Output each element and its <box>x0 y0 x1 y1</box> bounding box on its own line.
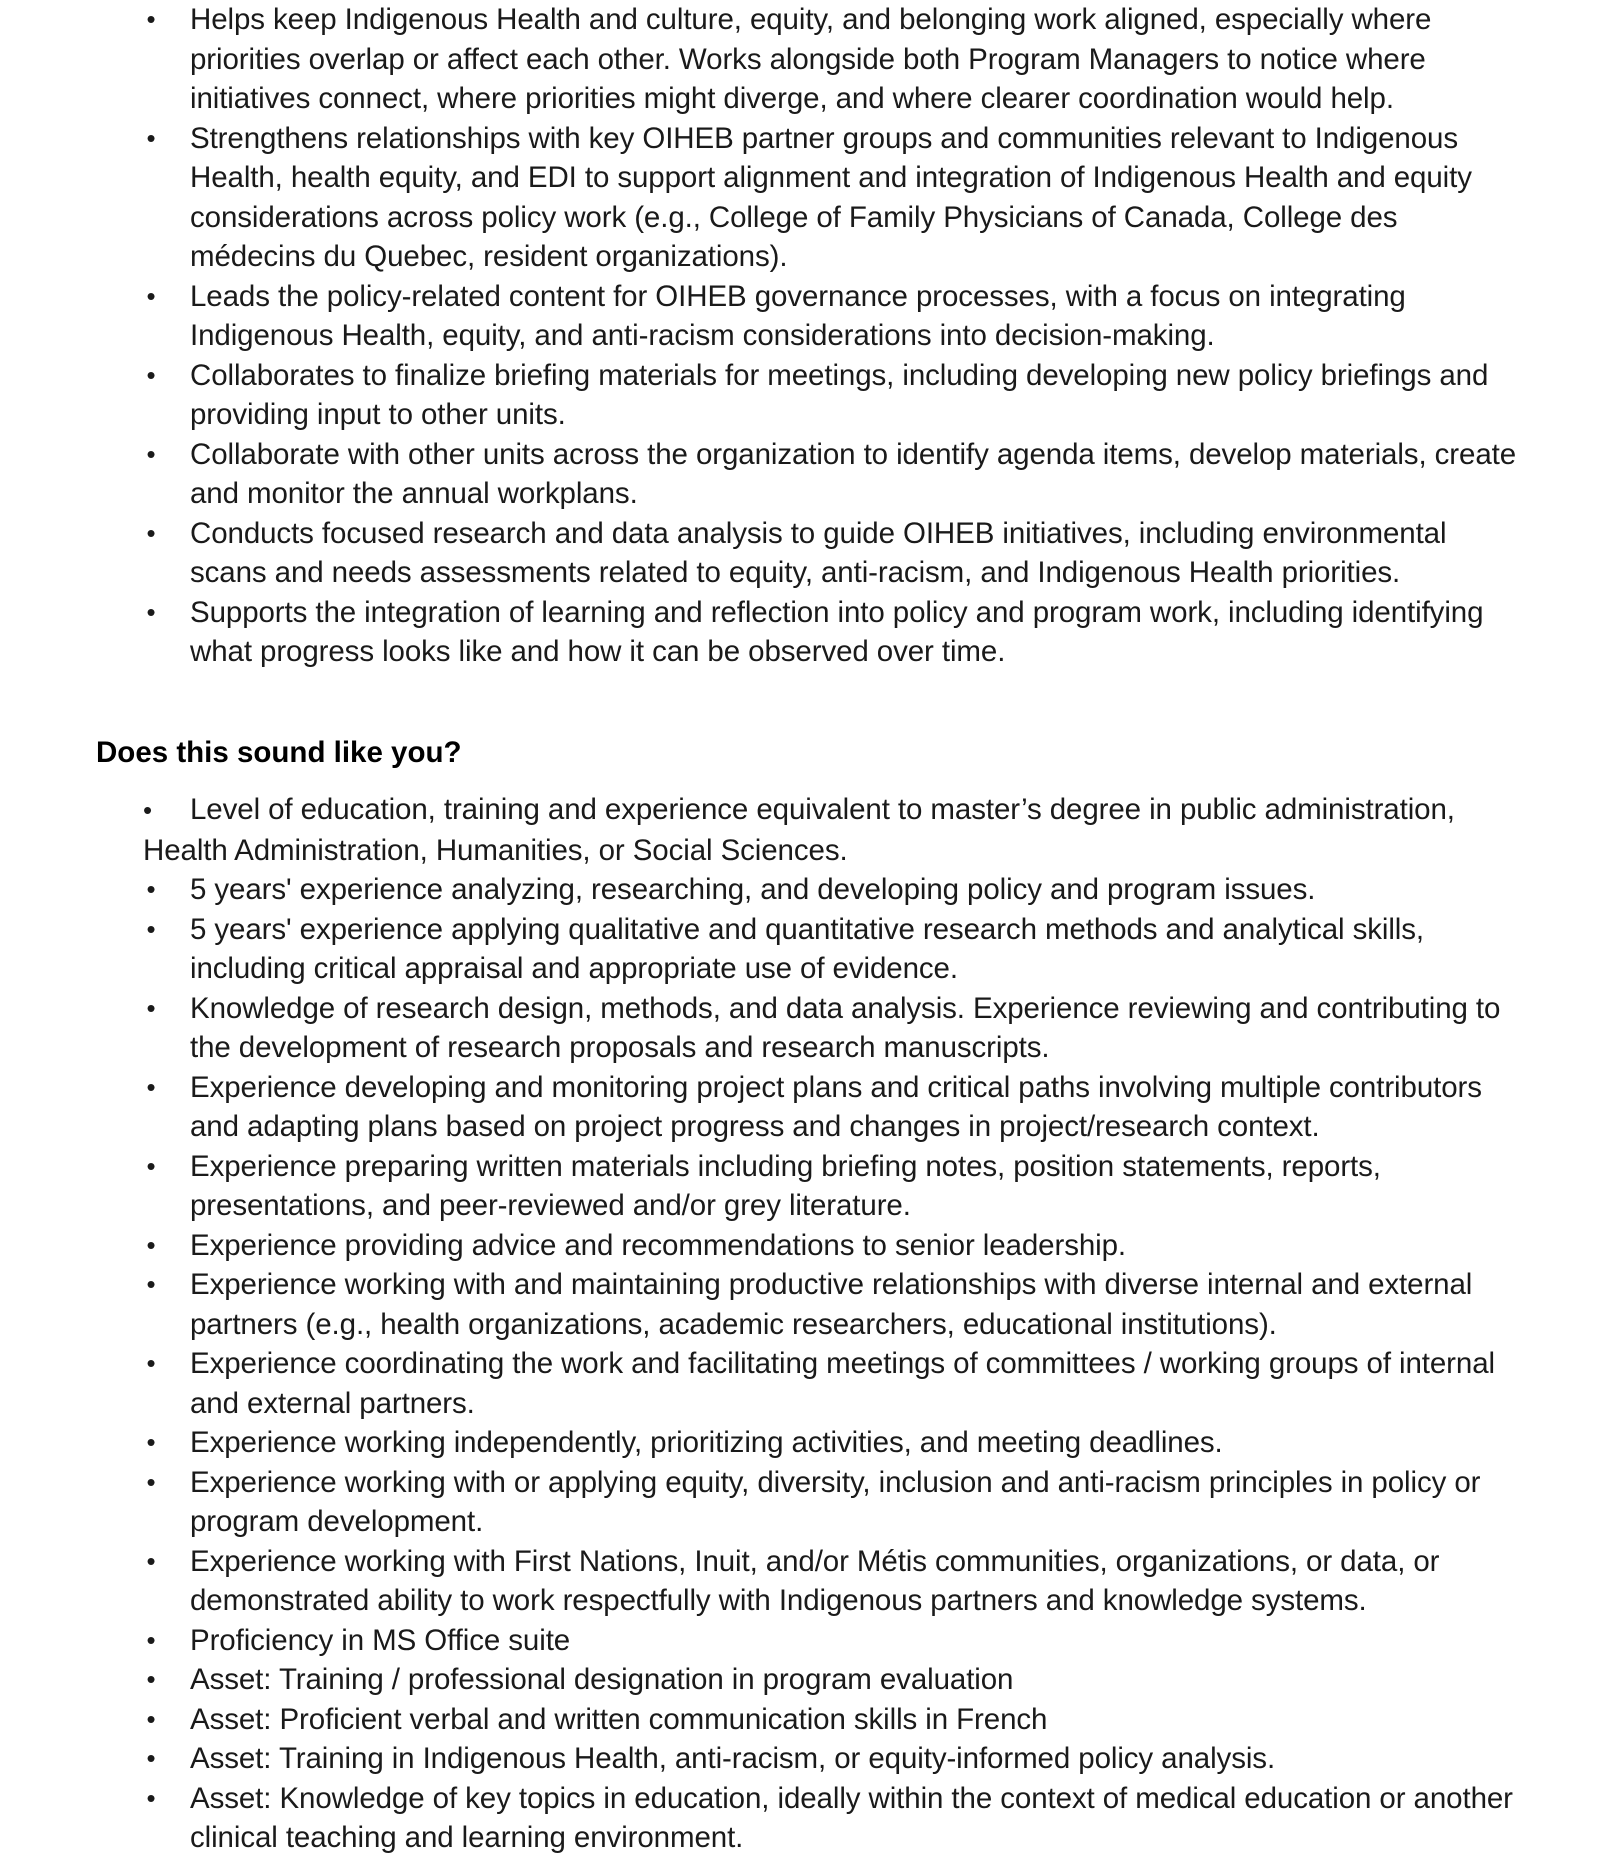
list-item <box>0 1147 1600 1226</box>
list-item <box>0 1542 1600 1621</box>
list-item-text: Helps keep Indigenous Health and culture, equity, and belonging work aligned, especially where priorities overlap or affect each other. Works alongside both Program Managers to notice where initiatives connect, where priorities might diverge, and where clearer coordination would help. <box>190 3 1432 115</box>
list-item <box>0 1621 1600 1661</box>
list-item-text: Experience coordinating the work and facilitating meetings of committees / working groups of internal and external partners. <box>190 1347 1495 1420</box>
list-item <box>0 277 1600 356</box>
bullet-icon: • <box>146 1743 156 1773</box>
list-item-text: Asset: Training / professional designation in program evaluation <box>190 1663 1014 1696</box>
bullet-icon: • <box>146 1703 156 1734</box>
bullet-icon: • <box>146 1150 156 1181</box>
list-item <box>0 1779 1600 1858</box>
list-item <box>0 1660 1600 1700</box>
list-item-text: Collaborate with other units across the organization to identify agenda items, develop materials, create and monitor the annual workplans. <box>190 437 1517 510</box>
list-item <box>0 1700 1600 1740</box>
list-item-text: Level of education, training and experience equivalent to master’s degree in public administration, Health Administration, Humanities, or Social Sciences. <box>143 793 1455 867</box>
list-item <box>0 593 1600 672</box>
list-item <box>0 119 1600 277</box>
list-item <box>0 1344 1600 1423</box>
bullet-icon: • <box>146 992 156 1023</box>
list-item-text: Supports the integration of learning and reflection into policy and program work, including identifying what progress looks like and how it can be observed over time. <box>190 595 1484 668</box>
bullet-icon: • <box>146 1071 156 1102</box>
list-item-text: Experience working with First Nations, Inuit, and/or Métis communities, organizations, or data, or demonstrated ability to work respectfully with Indigenous partners and knowledge systems. <box>190 1544 1440 1617</box>
list-item <box>0 790 1600 870</box>
list-item-text: Knowledge of research design, methods, and data analysis. Experience reviewing and contributing to the development of research proposals and research manuscripts. <box>190 991 1501 1064</box>
list-item <box>0 870 1600 910</box>
bullet-icon: • <box>146 1466 156 1497</box>
bullet-icon: • <box>146 4 156 34</box>
list-item-text: Experience developing and monitoring project plans and critical paths involving multiple contributors and adapting plans based on project progress and changes in project/research context. <box>190 1070 1482 1143</box>
list-item <box>0 356 1600 435</box>
list-item <box>0 1423 1600 1463</box>
list-item-text: Leads the policy-related content for OIHEB governance processes, with a focus on integrating Indigenous Health, equity, and anti-racism considerations into decision-making. <box>190 279 1406 352</box>
list-item-text: Proficiency in MS Office suite <box>190 1623 571 1657</box>
list-item-text: Collaborates to finalize briefing materials for meetings, including developing new policy briefings and providing input to other units. <box>190 358 1489 431</box>
list-item-text: Experience providing advice and recommendations to senior leadership. <box>190 1228 1127 1262</box>
list-item <box>0 910 1600 989</box>
list-item-text: Conducts focused research and data analysis to guide OIHEB initiatives, including environmental scans and needs assessments related to equity, anti-racism, and Indigenous Health priorities. <box>190 516 1447 589</box>
list-item-text: Asset: Proficient verbal and written communication skills in French <box>190 1702 1048 1736</box>
list-item-text: Asset: Training in Indigenous Health, anti-racism, or equity-informed policy analysis. <box>190 1742 1276 1775</box>
bullet-icon: • <box>146 1664 156 1694</box>
section-heading: Does this sound like you? <box>96 736 462 769</box>
bullet-icon: • <box>146 1427 156 1457</box>
list-item-text: 5 years' experience applying qualitative and quantitative research methods and analytical skills, including critical appraisal and appropriate use of evidence. <box>190 912 1425 985</box>
list-item <box>0 514 1600 593</box>
bullet-icon: • <box>146 1269 156 1299</box>
list-item-text: Experience working independently, prioritizing activities, and meeting deadlines. <box>190 1426 1223 1459</box>
bullet-icon: • <box>146 913 156 944</box>
list-item-text: Experience working with and maintaining productive relationships with diverse internal and external partners (e.g., health organizations, academic researchers, educational institutions). <box>190 1268 1473 1341</box>
list-item <box>0 1226 1600 1266</box>
requirements-list <box>0 790 1600 1858</box>
bullet-icon: • <box>146 1348 156 1378</box>
responsibilities-list <box>0 0 1600 672</box>
list-item <box>0 1463 1600 1542</box>
list-item <box>0 1739 1600 1779</box>
bullet-icon: • <box>146 1782 156 1813</box>
list-item <box>0 1068 1600 1147</box>
list-item <box>0 435 1600 514</box>
bullet-icon: • <box>146 359 156 390</box>
bullet-icon: • <box>146 874 156 904</box>
bullet-icon: • <box>146 1229 156 1260</box>
list-item-text: Experience preparing written materials including briefing notes, position statements, reports, presentations, and peer-reviewed and/or grey literature. <box>190 1149 1381 1222</box>
bullet-icon: • <box>146 122 156 153</box>
bullet-icon: • <box>143 795 153 825</box>
list-item <box>0 989 1600 1068</box>
bullet-icon: • <box>146 1624 156 1655</box>
list-item-text: Strengthens relationships with key OIHEB partner groups and communities relevant to Indigenous Health, health equity, and EDI to support alignment and integration of Indigenous Health and equity considerations across policy work (e.g., College of Family Physicians of Canada, College des médecins du Quebec, resident organizations). <box>190 121 1472 273</box>
list-item <box>0 0 1600 119</box>
list-item-text: Experience working with or applying equity, diversity, inclusion and anti-racism principles in policy or program development. <box>190 1465 1481 1538</box>
list-item-text: 5 years' experience analyzing, researching, and developing policy and program issues. <box>190 873 1316 906</box>
bullet-icon: • <box>146 438 156 469</box>
bullet-icon: • <box>146 517 156 548</box>
bullet-icon: • <box>146 596 156 627</box>
list-item-text: Asset: Knowledge of key topics in education, ideally within the context of medical education or another clinical teaching and learning environment. <box>190 1781 1513 1854</box>
bullet-icon: • <box>146 1545 156 1576</box>
bullet-icon: • <box>146 280 156 311</box>
list-item <box>0 1265 1600 1344</box>
